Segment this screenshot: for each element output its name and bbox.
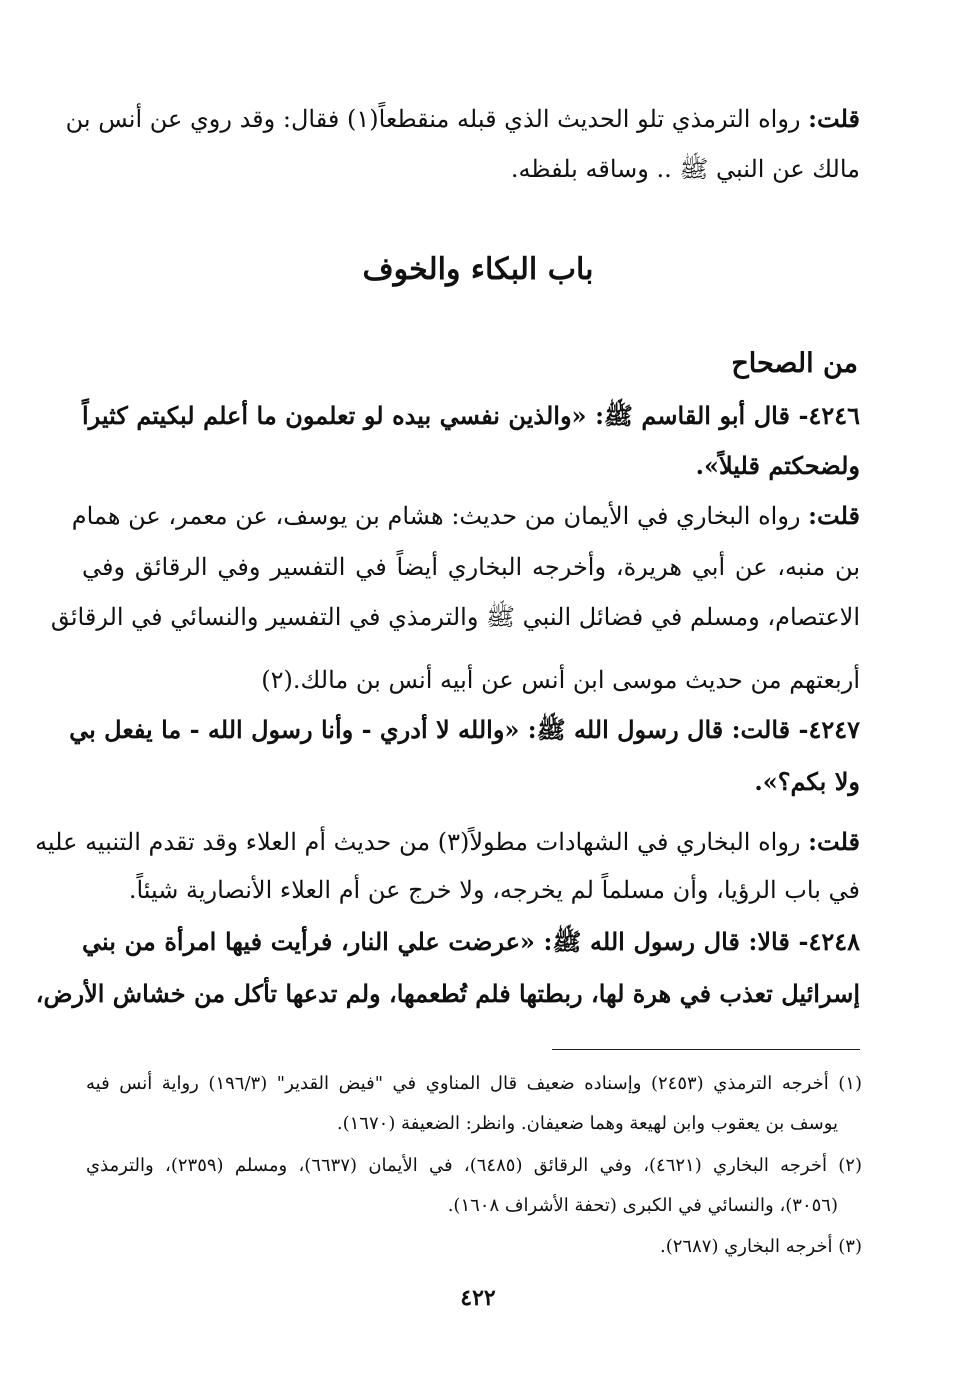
footnote-line: (٣) أخرجه البخاري (٢٦٨٧). [660,1236,862,1257]
footnote-line: (١) أخرجه الترمذي (٢٤٥٣) وإسناده ضعيف قال المناوي في "فيض القدير" (١٩٦/٣) رواية أنس فيه [86,1073,862,1094]
paragraph-line [71,500,860,532]
paragraph-lead: قلت: [808,827,860,856]
page-number: ٤٢٢ [460,1285,496,1311]
footnote-line: (٣٠٥٦)، والنسائي في الكبرى (تحفة الأشراف ١٦٠٨). [447,1195,838,1216]
footnote-separator [552,1049,860,1050]
paragraph-line: في باب الرؤيا، وأن مسلماً لم يخرجه، ولا خرج عن أم العلاء الأنصارية شيئاً. [128,876,860,904]
paragraph-line: أربعتهم من حديث موسى ابن أنس عن أبيه أنس بن مالك.(٢) [261,666,860,694]
hadith-line: ولضحكتم قليلاً». [695,451,860,480]
chapter-title: باب البكاء والخوف [362,252,594,287]
hadith-line: ٤٢٤٦- قال أبو القاسم ﷺ: «والذين نفسي بيده لو تعلمون ما أعلم لبكيتم كثيراً [82,401,860,430]
paragraph-line: مالك عن النبي ﷺ .. وساقه بلفظه. [510,155,860,183]
paragraph-line [35,826,860,858]
paragraph-text: رواه البخاري في الشهادات مطولاً(٣) من حديث أم العلاء وقد تقدم التنبيه عليه [35,828,801,856]
paragraph-line: الاعتصام، ومسلم في فضائل النبي ﷺ والترمذي في التفسير والنسائي في الرقائق [50,603,860,631]
hadith-line: ٤٢٤٧- قالت: قال رسول الله ﷺ: «والله لا أدري - وأنا رسول الله - ما يفعل بي [69,715,860,744]
footnote-line: يوسف بن يعقوب وابن لهيعة وهما ضعيفان. وانظر: الضعيفة (١٦٧٠). [336,1113,838,1134]
paragraph-text: رواه البخاري في الأيمان من حديث: هشام بن يوسف، عن معمر، عن همام [71,502,801,530]
paragraph-text: رواه الترمذي تلو الحديث الذي قبله منقطعاً(١) فقال: وقد روي عن أنس بن [65,105,801,133]
section-title: من الصحاح [731,348,858,379]
paragraph-lead: قلت: [808,501,860,530]
hadith-line: ولا بكم؟». [754,767,860,796]
footnote-line: (٢) أخرجه البخاري (٤٦٢١)، وفي الرقائق (٦٤٨٥)، في الأيمان (٦٦٣٧)، ومسلم (٢٣٥٩)، والترمذي [86,1155,862,1176]
paragraph-lead: قلت: [808,104,860,133]
paragraph-line [65,103,860,135]
hadith-line: ٤٢٤٨- قالا: قال رسول الله ﷺ: «عرضت علي النار، فرأيت فيها امرأة من بني [82,927,860,956]
paragraph-line: بن منبه، عن أبي هريرة، وأخرجه البخاري أيضاً في التفسير وفي الرقائق وفي [82,553,860,581]
hadith-line: إسرائيل تعذب في هرة لها، ربطتها فلم تُطعمها، ولم تدعها تأكل من خشاش الأرض، [35,979,860,1008]
